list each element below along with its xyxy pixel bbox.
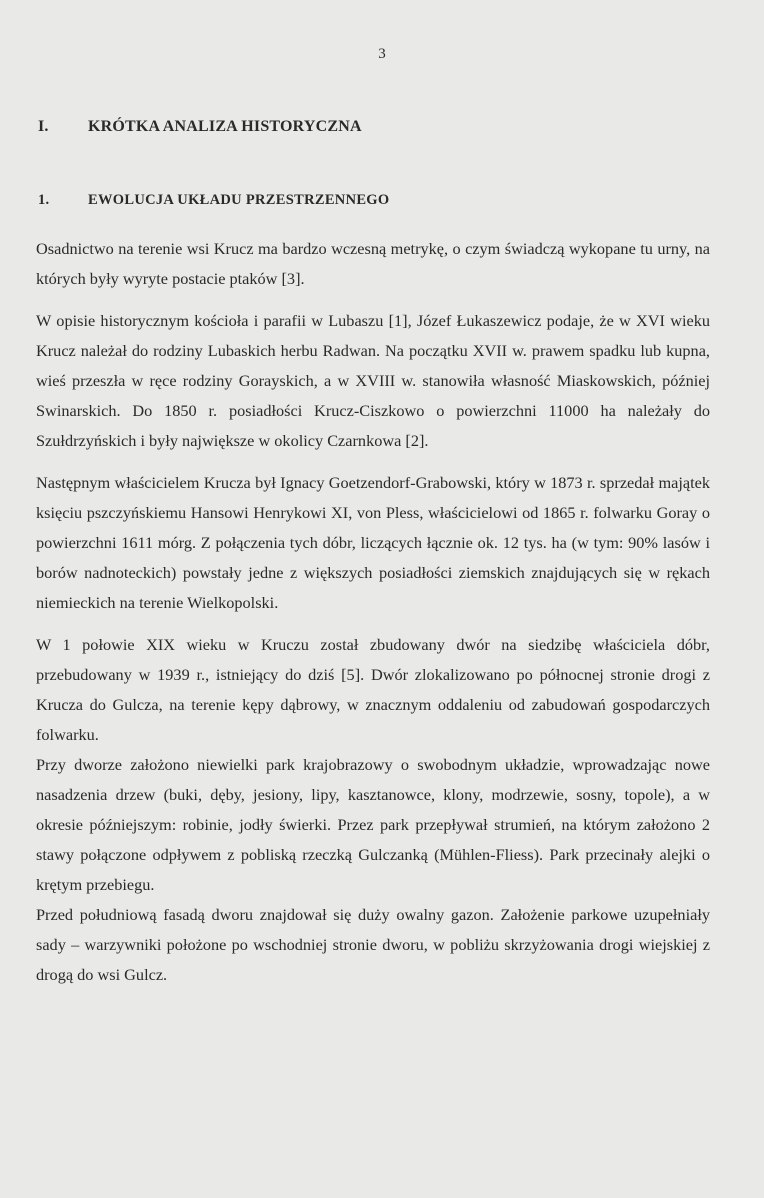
section-number: 1. (38, 192, 50, 208)
section-title: EWOLUCJA UKŁADU PRZESTRZENNEGO (88, 192, 390, 208)
body-text (36, 234, 710, 990)
page-number: 3 (378, 46, 386, 62)
paragraph: Przy dworze założono niewielki park krajobrazowy o swobodnym układzie, wprowadzając nowe nasadzenia drzew (buki, dęby, jesiony, lipy, kasztanowce, klony, modrzewie, sosny, topole), a w okresie późniejszym: robinie, jodły świerki. Przez park przepływał strumień, na którym założono 2 stawy połączone odpływem z pobliską rzeczką Gulczanką (Mühlen-Fliess). Park przecinały alejki o krętym przebiegu. (36, 755, 710, 894)
paragraph: Następnym właścicielem Krucza był Ignacy Goetzendorf-Grabowski, który w 1873 r. sprzedał majątek księciu pszczyńskiemu Hansowi Henrykowi XI, von Pless, właścicielowi od 1865 r. folwarku Goray o powierzchni 1611 mórg. Z połączenia tych dóbr, liczących łącznie ok. 12 tys. ha (w tym: 90% lasów i borów nadnoteckich) powstały jedne z większych posiadłości ziemskich znajdujących się w rękach niemieckich na terenie Wielkopolski. (36, 473, 710, 612)
paragraph: Przed południową fasadą dworu znajdował się duży owalny gazon. Założenie parkowe uzupełniały sady – warzywniki położone po wschodniej stronie dworu, w pobliżu skrzyżowania drogi wiejskiej z drogą do wsi Gulcz. (36, 905, 710, 984)
chapter-heading (38, 118, 362, 136)
paragraph: W 1 połowie XIX wieku w Kruczu został zbudowany dwór na siedzibę właściciela dóbr, przebudowany w 1939 r., istniejący do dziś [5]. Dwór zlokalizowano po północnej stronie drogi z Krucza do Gulcza, na terenie kępy dąbrowy, w znacznym oddaleniu od zabudowań gospodarczych folwarku. (36, 635, 710, 744)
chapter-number: I. (38, 118, 49, 135)
chapter-title: KRÓTKA ANALIZA HISTORYCZNA (88, 118, 362, 135)
section-heading (38, 192, 389, 209)
paragraph: Osadnictwo na terenie wsi Krucz ma bardzo wczesną metrykę, o czym świadczą wykopane tu urny, na których były wyryte postacie ptaków [3]. (36, 239, 710, 288)
paragraph: W opisie historycznym kościoła i parafii w Lubaszu [1], Józef Łukaszewicz podaje, że w XVI wieku Krucz należał do rodziny Lubaskich herbu Radwan. Na początku XVII w. prawem spadku lub kupna, wieś przeszła w ręce rodziny Gorayskich, a w XVIII w. stanowiła własność Miaskowskich, później Swinarskich. Do 1850 r. posiadłości Krucz-Ciszkowo o powierzchni 11000 ha należały do Szułdrzyńskich i były największe w okolicy Czarnkowa [2]. (36, 311, 710, 450)
